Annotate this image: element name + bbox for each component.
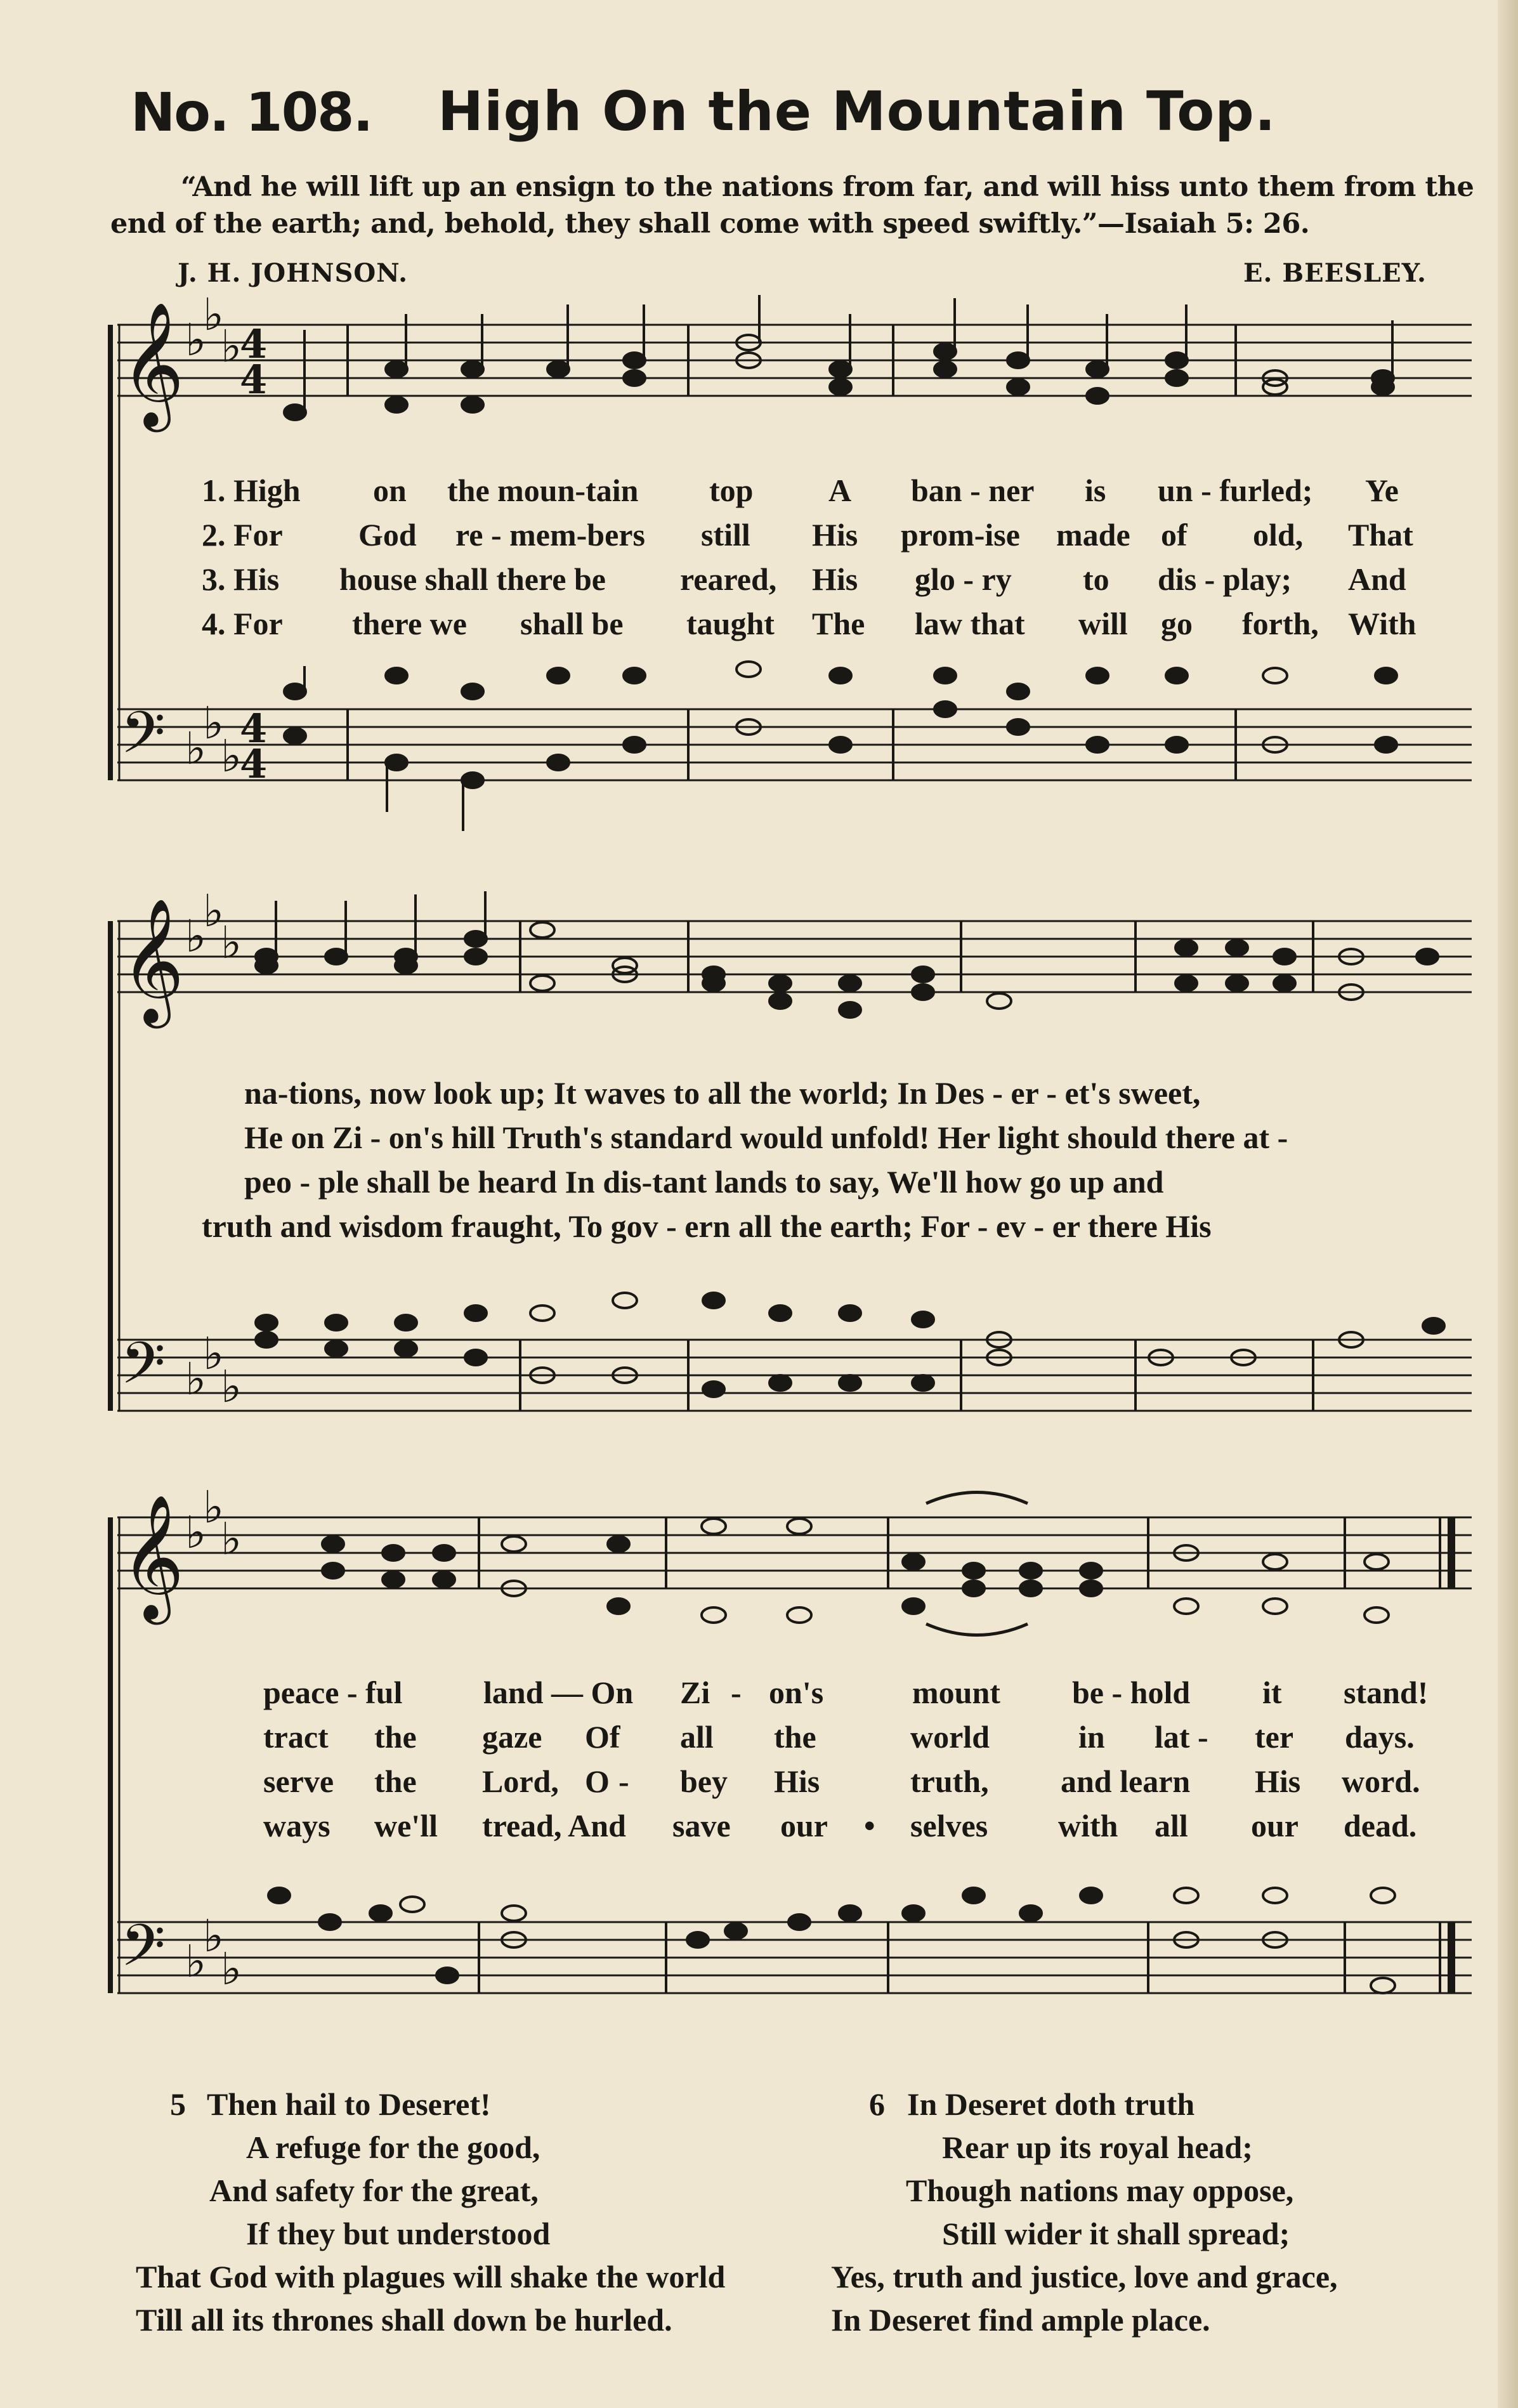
hymn-title: High On the Mountain Top. [438,80,1276,143]
verse-5-line-5: That God with plagues will shake the world [136,2259,726,2294]
hymn-number: No. 108. [131,81,372,143]
svg-text:♭: ♭ [221,730,242,782]
svg-text:♭: ♭ [203,1910,225,1962]
svg-text:4: 4 [240,321,268,367]
svg-text:♭: ♭ [203,1484,225,1533]
verse-6-line-4: Still wider it shall spread; [942,2216,1290,2251]
verse-5-line-3: And safety for the great, [209,2173,539,2208]
svg-text:𝄞: 𝄞 [121,898,185,1023]
svg-text:♭: ♭ [185,1353,207,1405]
verse-5-number: 5 [170,2086,186,2122]
verse-6-line-1: In Deseret doth truth [907,2086,1195,2122]
svg-text:♭: ♭ [203,292,225,341]
verse-2-line-2: He on Zi - on's hill Truth's standard would unfold! Her light should there at - [244,1120,1288,1155]
svg-text:♭: ♭ [203,888,225,937]
svg-text:♭: ♭ [185,1507,207,1559]
verse-5-line-4: If they but understood [246,2216,551,2251]
svg-text:♭: ♭ [203,1328,225,1380]
verse-6-line-2: Rear up its royal head; [942,2130,1253,2165]
svg-text:♭: ♭ [185,314,207,366]
svg-text:♭: ♭ [203,697,225,749]
verse-3-line-2: peo - ple shall be heard In dis-tant lands to say, We'll how go up and [244,1164,1164,1200]
bass-notes [284,662,1397,831]
svg-text:♭: ♭ [221,1943,242,1995]
treble-clef-icon: 𝄞 [121,301,185,427]
svg-text:♭: ♭ [185,723,207,775]
svg-text:♭: ♭ [221,1513,242,1565]
svg-text:♭: ♭ [221,1361,242,1413]
svg-text:4: 4 [240,705,268,752]
treble-notes [284,295,1394,420]
svg-text:𝄢: 𝄢 [121,1330,166,1411]
svg-text:♭: ♭ [185,1935,207,1987]
verse-1-line-2: na-tions, now look up; It waves to all the world; In Des - er - et's sweet, [244,1075,1201,1111]
svg-text:♭: ♭ [221,320,242,372]
verse-6-line-6: In Deseret find ample place. [831,2302,1210,2338]
epigraph-line-2: end of the earth; and, behold, they shall come with speed swiftly.”—Isaiah 5: 26. [110,208,1310,240]
verse-5-line-2: A refuge for the good, [246,2130,540,2165]
verse-5-line-6: Till all its thrones shall down be hurled. [136,2302,672,2338]
svg-text:4: 4 [240,357,268,403]
verse-4-line-2: truth and wisdom fraught, To gov - ern all the earth; For - ev - er there His [202,1208,1212,1244]
composer-credit: E. BEESLEY. [1243,258,1427,288]
epigraph-line-1: “And he will lift up an ensign to the nations from far, and will hiss unto them from the [181,171,1474,203]
verse-6-line-5: Yes, truth and justice, love and grace, [831,2259,1338,2294]
svg-text:𝄢: 𝄢 [121,1912,166,1993]
hymn-page: No. 108. High On the Mountain Top. “And he will lift up an ensign to the nations from far, and will hiss unto them from the end of the earth; and, behold, they shall come with speed swiftly.”—Isaiah 5: 26. J. H. JOHNSON. E. BEESLEY. 𝄞 𝄢 ♭ ♭ ♭ ♭ ♭ ♭ 4 4 4 4 1. High on the moun-tain top A ban - ner is un - furled; Ye 2. For God re - mem-bers still His prom-ise made of old, That 3. His house shall there be reared, His glo - ry to dis - play; And 4. For there we shall be taught The law that will go forth, With 𝄞 𝄢 ♭ ♭ ♭ ♭ ♭ ♭ na-tions, now look up; It waves to all the world; In Des - er - et's sweet, He on Zi - on's hill Truth's standard would unfold! Her light should there at - peo - ple shall be heard In dis-tant lands to say, We'll how go up and truth and wisdom fraught, To gov - ern all the earth; For - ev - er there His 𝄞 𝄢 ♭ ♭ ♭ ♭ ♭ ♭ peace - ful land — On Zi - on's mount be - hold it stand! tract the gaze Of all the world in lat - ter days. serve the Lord, O - bey His truth, and learn His word. ways we'll tread, And save our • selves with all our dead. 5 Then hail to Deseret! A refuge for the good, And safety for the great, If they but understood That God with plagues will shake the world Till all its thrones shall down be hurled. 6 In Deseret doth truth Rear up its royal head; Though nations may oppose, Still wider it shall spread; Yes, truth and justice, love and grace, In Deseret find ample place. [0,0,1518,2408]
svg-text:♭: ♭ [221,917,242,969]
verse-6-line-3: Though nations may oppose, [906,2173,1294,2208]
svg-text:𝄞: 𝄞 [121,1494,185,1620]
svg-text:4: 4 [240,741,268,787]
verse-6-number: 6 [869,2086,885,2122]
lyricist-credit: J. H. JOHNSON. [178,258,409,288]
bass-clef-icon: 𝄢 [121,699,166,780]
svg-text:♭: ♭ [185,910,207,962]
verse-5-line-1: Then hail to Deseret! [207,2086,491,2122]
